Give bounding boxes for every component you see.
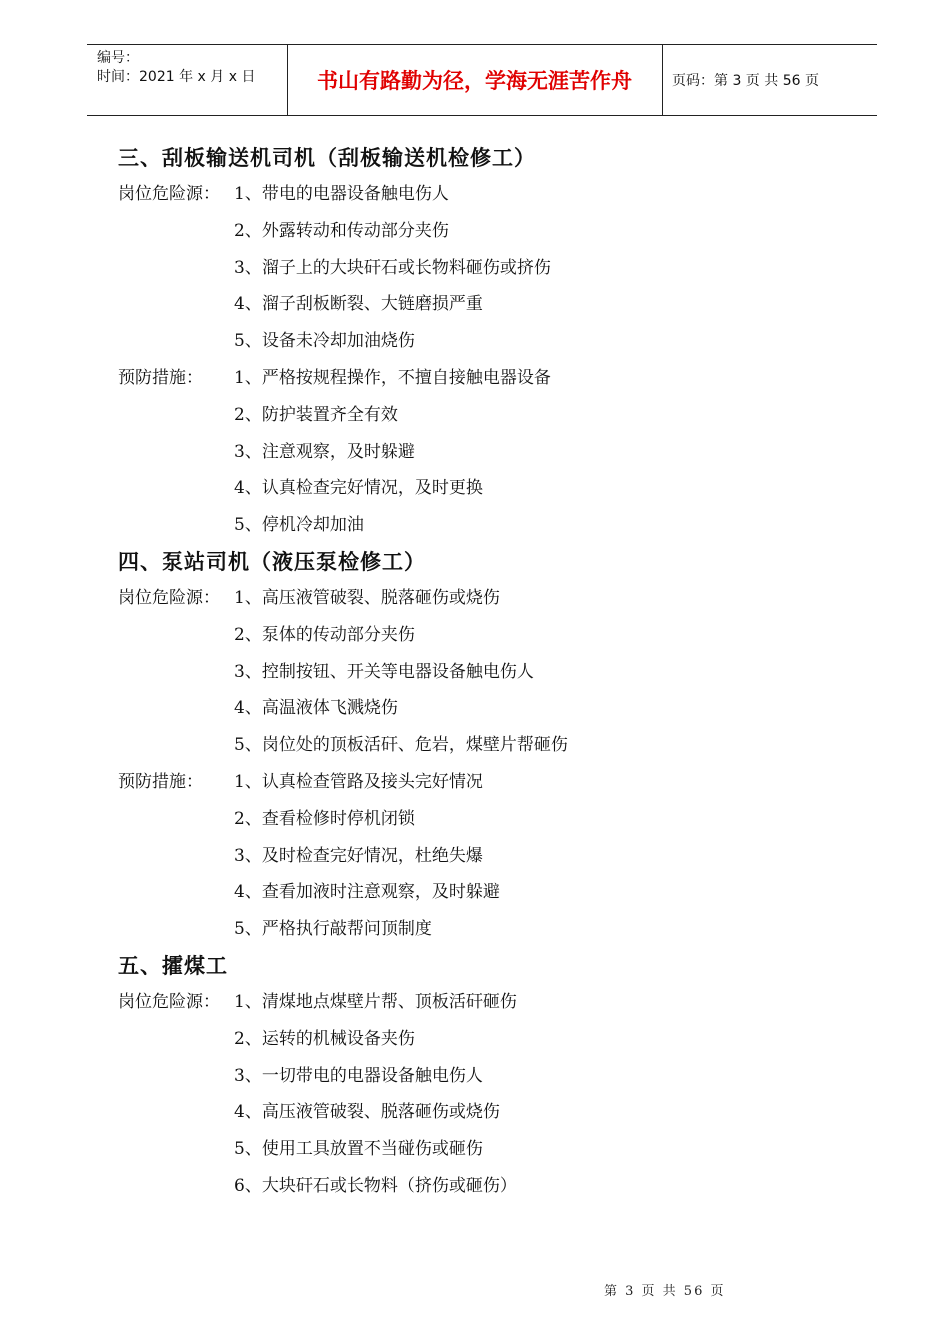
list-item [118,984,878,1021]
list-item [118,727,878,764]
hazard-item: 2、泵体的传动部分夹伤 [234,624,415,645]
header-motto: 书山有路勤为径，学海无涯苦作舟 [317,69,632,93]
list-item [118,360,878,397]
list-item [118,250,878,287]
hazard-item: 3、溜子上的大块矸石或长物料砸伤或挤伤 [234,257,551,278]
list-item [118,580,878,617]
document-time: 时间：2021 年 x 月 x 日 [97,69,256,85]
list-item [118,1168,878,1205]
hazard-item: 5、设备未冷却加油烧伤 [234,331,415,352]
section-title: 三、刮板输送机司机（刮板输送机检修工） [118,146,536,170]
header-meta [97,49,255,87]
hazard-item: 4、溜子刮板断裂、大链磨损严重 [234,294,483,315]
hazard-item: 5、岗位处的顶板活矸、危岩，煤壁片帮砸伤 [234,735,568,756]
hazard-item: 5、使用工具放置不当碰伤或砸伤 [234,1139,483,1160]
list-item [118,911,878,948]
hazards-label: 岗位危险源： [118,991,220,1012]
section-title: 五、攉煤工 [118,953,228,978]
hazards-label: 岗位危险源： [118,184,220,204]
list-item [118,507,878,544]
list-item [118,176,878,213]
page-header [87,44,877,116]
document-number-label: 编号： [97,50,139,66]
measure-item: 2、查看检修时停机闭锁 [234,808,415,829]
header-page-info: 页码：第 3 页 共 56 页 [672,73,819,89]
hazard-item: 4、高温液体飞溅烧伤 [234,698,398,719]
list-item [118,397,878,434]
list-item [118,1021,878,1058]
document-body [118,140,878,1205]
hazard-item: 3、一切带电的电器设备触电伤人 [234,1065,483,1086]
list-item [118,1094,878,1131]
hazard-item: 6、大块矸石或长物料（挤伤或砸伤） [234,1175,517,1196]
hazard-item: 3、控制按钮、开关等电器设备触电伤人 [234,661,534,682]
list-item [118,286,878,323]
measure-item: 3、及时检查完好情况，杜绝失爆 [234,845,483,866]
hazard-item: 4、高压液管破裂、脱落砸伤或烧伤 [234,1102,500,1123]
list-item [118,213,878,250]
section-title: 四、泵站司机（液压泵检修工） [118,549,426,574]
list-item [118,470,878,507]
measure-item: 4、查看加液时注意观察，及时躲避 [234,882,500,903]
hazard-item: 1、高压液管破裂、脱落砸伤或烧伤 [234,587,500,608]
list-item [118,1131,878,1168]
hazards-label: 岗位危险源： [118,587,220,608]
measure-item: 2、防护装置齐全有效 [234,404,398,425]
list-item [118,874,878,911]
header-divider [662,45,663,115]
page-footer: 第 3 页 共 56 页 [604,1284,726,1299]
list-item [118,654,878,691]
measure-item: 1、严格按规程操作，不擅自接触电器设备 [234,367,551,388]
list-item [118,1058,878,1095]
list-item [118,617,878,654]
list-item [118,764,878,801]
measure-item: 4、认真检查完好情况，及时更换 [234,478,483,499]
list-item [118,801,878,838]
list-item [118,323,878,360]
hazard-item: 1、清煤地点煤壁片帮、顶板活矸砸伤 [234,991,517,1012]
measure-item: 1、认真检查管路及接头完好情况 [234,771,483,792]
measures-label: 预防措施： [118,771,203,792]
hazard-item: 1、带电的电器设备触电伤人 [234,184,449,204]
measure-item: 3、注意观察，及时躲避 [234,441,415,462]
hazard-item: 2、外露转动和传动部分夹伤 [234,220,449,241]
list-item [118,434,878,471]
list-item [118,690,878,727]
measure-item: 5、严格执行敲帮问顶制度 [234,919,432,940]
list-item [118,838,878,875]
measures-label: 预防措施： [118,367,203,388]
measure-item: 5、停机冷却加油 [234,515,364,536]
hazard-item: 2、运转的机械设备夹伤 [234,1028,415,1049]
